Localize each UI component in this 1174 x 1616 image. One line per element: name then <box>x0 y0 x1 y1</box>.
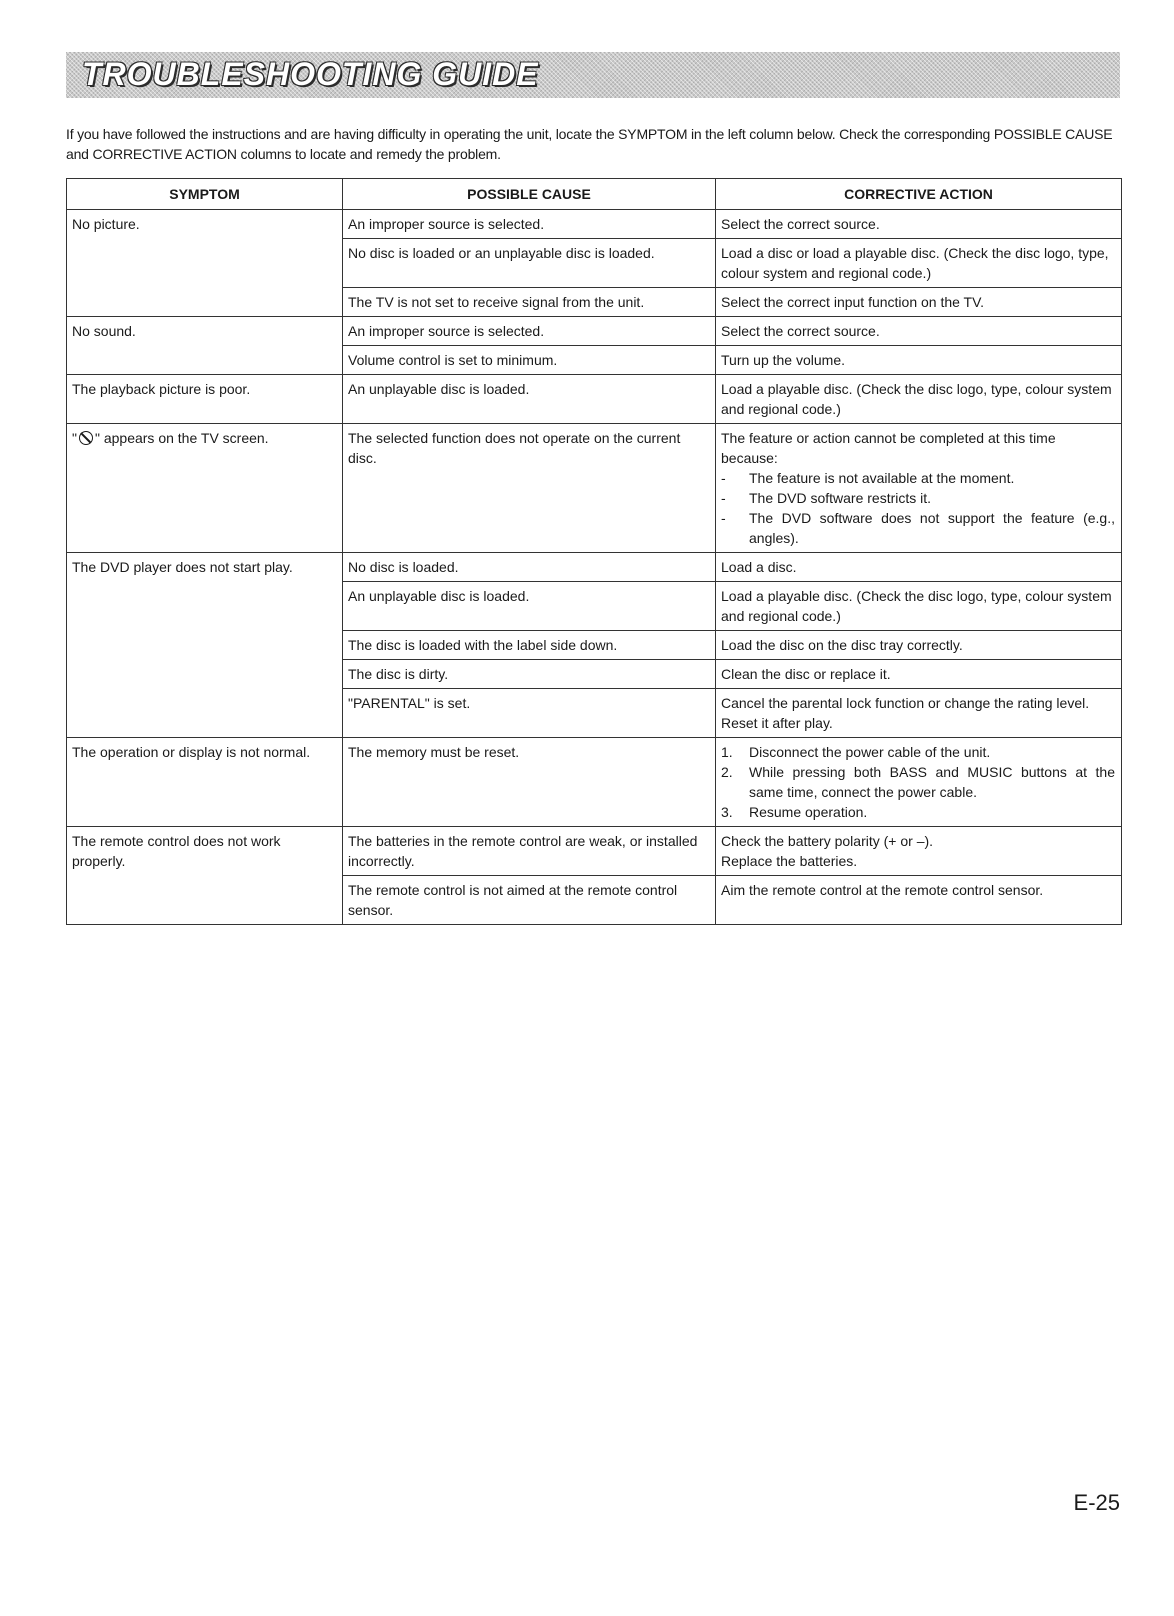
table-row <box>67 424 1122 553</box>
action-cell: Clean the disc or replace it. <box>716 660 1122 689</box>
list-marker: - <box>721 470 726 486</box>
cause-cell: Volume control is set to minimum. <box>343 346 716 375</box>
action-line: Replace the batteries. <box>721 853 858 869</box>
list-text: Disconnect the power cable of the unit. <box>749 744 991 760</box>
symptom-cell: The playback picture is poor. <box>67 375 343 424</box>
list-marker: 3. <box>721 804 733 820</box>
list-text: The DVD software does not support the feature (e.g., angles). <box>749 510 1115 546</box>
action-cell <box>716 424 1122 553</box>
action-cell: Select the correct source. <box>716 317 1122 346</box>
list-text: Resume operation. <box>749 804 868 820</box>
action-list-item <box>721 762 1115 802</box>
cause-cell: An unplayable disc is loaded. <box>343 375 716 424</box>
cause-cell: The TV is not set to receive signal from the unit. <box>343 288 716 317</box>
intro-paragraph: If you have followed the instructions and are having difficulty in operating the unit, locate the SYMPTOM in the left column below. Check the corresponding POSSIBLE CAUSE and CORRECTIVE ACTION columns to locate and remedy the problem. <box>66 126 1113 162</box>
action-list-item <box>721 508 1115 548</box>
cause-cell: An unplayable disc is loaded. <box>343 582 716 631</box>
cause-cell: The batteries in the remote control are weak, or installed incorrectly. <box>343 827 716 876</box>
action-cell: Load a playable disc. (Check the disc logo, type, colour system and regional code.) <box>716 375 1122 424</box>
cause-cell: An improper source is selected. <box>343 210 716 239</box>
cause-cell: The disc is dirty. <box>343 660 716 689</box>
symptom-cell: No picture. <box>67 210 343 317</box>
cause-header: POSSIBLE CAUSE <box>343 179 716 210</box>
symptom-cell: No sound. <box>67 317 343 375</box>
cause-cell: No disc is loaded or an unplayable disc is loaded. <box>343 239 716 288</box>
action-cell: Turn up the volume. <box>716 346 1122 375</box>
action-cell <box>716 738 1122 827</box>
symptom-cell <box>67 424 343 553</box>
action-list-item <box>721 468 1115 488</box>
list-marker: 2. <box>721 764 733 780</box>
symptom-prefix: " <box>72 430 77 446</box>
action-list-item <box>721 802 1115 822</box>
action-cell: Select the correct input function on the TV. <box>716 288 1122 317</box>
list-marker: 1. <box>721 744 733 760</box>
action-line: Check the battery polarity (+ or –). <box>721 833 934 849</box>
list-marker: - <box>721 490 726 506</box>
table-row <box>67 553 1122 582</box>
action-cell: Load the disc on the disc tray correctly. <box>716 631 1122 660</box>
action-intro: The feature or action cannot be completed at this time because: <box>721 430 1056 466</box>
action-cell: Load a disc. <box>716 553 1122 582</box>
symptom-cell: The remote control does not work properly. <box>67 827 343 925</box>
cause-cell: The remote control is not aimed at the remote control sensor. <box>343 876 716 925</box>
symptom-suffix: " appears on the TV screen. <box>94 430 269 446</box>
action-list-item <box>721 742 1115 762</box>
action-cell: Load a playable disc. (Check the disc logo, type, colour system and regional code.) <box>716 582 1122 631</box>
list-text: While pressing both BASS and MUSIC buttons at the same time, connect the power cable. <box>749 764 1115 800</box>
prohibit-icon <box>79 431 93 445</box>
table-row <box>67 827 1122 876</box>
table-row <box>67 210 1122 239</box>
page-number: E-25 <box>1073 1490 1120 1515</box>
page-title: TROUBLESHOOTING GUIDE <box>82 56 539 92</box>
table-row <box>67 317 1122 346</box>
action-cell: Select the correct source. <box>716 210 1122 239</box>
symptom-cell: The DVD player does not start play. <box>67 553 343 738</box>
cause-cell: The disc is loaded with the label side down. <box>343 631 716 660</box>
symptom-cell: The operation or display is not normal. <box>67 738 343 827</box>
cause-cell: The selected function does not operate on the current disc. <box>343 424 716 553</box>
list-text: The feature is not available at the moment. <box>749 470 1015 486</box>
symptom-header: SYMPTOM <box>67 179 343 210</box>
table-row <box>67 738 1122 827</box>
section-banner <box>66 52 1120 98</box>
table-row <box>67 375 1122 424</box>
action-list-item <box>721 488 1115 508</box>
action-cell: Load a disc or load a playable disc. (Check the disc logo, type, colour system and regional code.) <box>716 239 1122 288</box>
action-cell: Cancel the parental lock function or change the rating level. Reset it after play. <box>716 689 1122 738</box>
list-marker: - <box>721 510 726 526</box>
troubleshooting-table <box>66 178 1122 925</box>
action-header: CORRECTIVE ACTION <box>716 179 1122 210</box>
cause-cell: No disc is loaded. <box>343 553 716 582</box>
action-cell: Aim the remote control at the remote control sensor. <box>716 876 1122 925</box>
action-cell <box>716 827 1122 876</box>
cause-cell: "PARENTAL" is set. <box>343 689 716 738</box>
cause-cell: The memory must be reset. <box>343 738 716 827</box>
list-text: The DVD software restricts it. <box>749 490 932 506</box>
table-header-row <box>67 179 1122 210</box>
cause-cell: An improper source is selected. <box>343 317 716 346</box>
